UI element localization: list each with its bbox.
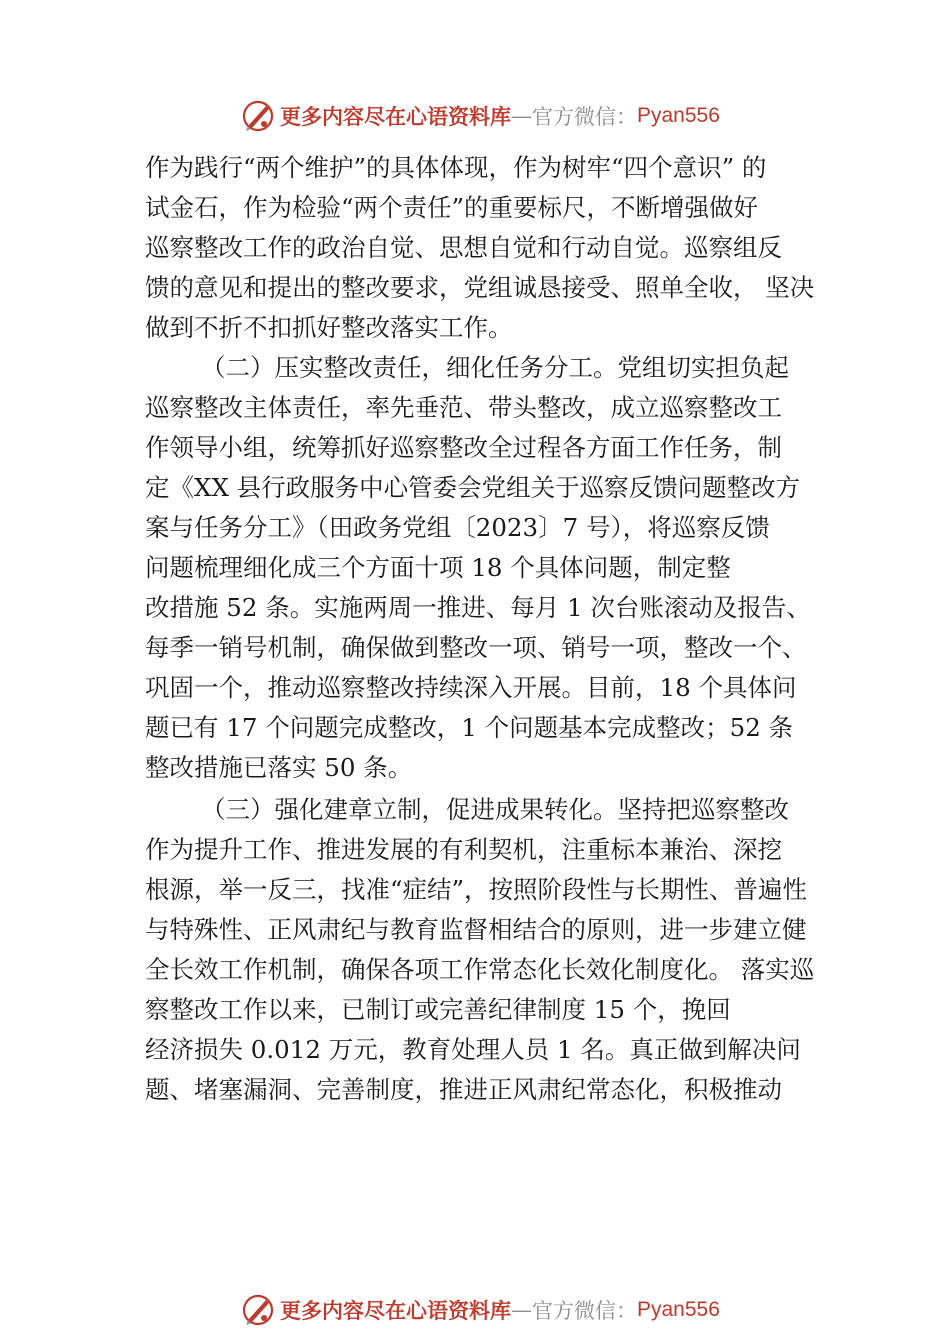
- text-line: 定《XX 县行政服务中心管委会党组关于巡察反馈问题整改方: [145, 473, 801, 502]
- paragraph-1: [145, 148, 825, 348]
- text-line: 作为践行“两个维护”的具体体现，作为树牢“四个意识” 的: [145, 153, 767, 182]
- text-line: 全长效工作机制，确保各项工作常态化长效化制度化。 落实巡: [145, 955, 815, 984]
- text-line: 题已有 17 个问题完成整改，1 个问题基本完成整改；52 条: [145, 713, 794, 742]
- text-line: （三）强化建章立制，促进成果转化。坚持把巡察整改: [201, 795, 789, 824]
- text-line: 试金石，作为检验“两个责任”的重要标尺，不断增强做好: [145, 193, 759, 222]
- pen-logo-icon: [240, 1292, 276, 1328]
- text-line: 案与任务分工》（田政务党组〔2023〕7 号），将巡察反馈: [145, 513, 770, 542]
- text-line: 巡察整改工作的政治自觉、思想自觉和行动自觉。巡察组反: [145, 233, 782, 262]
- watermark-brand: 更多内容尽在心语资料库: [280, 1298, 511, 1323]
- watermark-wechat-label: 官方微信：: [532, 1299, 637, 1323]
- text-line: 整改措施已落实 50 条。: [145, 753, 413, 782]
- text-line: 经济损失 0.012 万元，教育处理人员 1 名。真正做到解决问: [145, 1035, 801, 1064]
- watermark-wechat-label: 官方微信：: [532, 105, 637, 129]
- watermark-wechat-id: Pyan556: [637, 1298, 720, 1321]
- footer-watermark: [240, 1290, 720, 1330]
- text-line: 每季一销号机制，确保做到整改一项、销号一项，整改一个、: [145, 633, 807, 662]
- text-line: （二）压实整改责任，细化任务分工。党组切实担负起: [201, 353, 789, 382]
- watermark-dash: —: [511, 1298, 532, 1322]
- text-line: 巡察整改主体责任，率先垂范、带头整改，成立巡察整改工: [145, 393, 782, 422]
- watermark-dash: —: [511, 104, 532, 128]
- text-line: 问题梳理细化成三个方面十项 18 个具体问题，制定整: [145, 553, 731, 582]
- document-body: [145, 148, 825, 1110]
- header-watermark: [240, 96, 720, 136]
- watermark-wechat-id: Pyan556: [637, 104, 720, 127]
- paragraph-2: [145, 348, 825, 788]
- text-line: 做到不折不扣抓好整改落实工作。: [145, 313, 513, 342]
- text-line: 作领导小组，统筹抓好巡察整改全过程各方面工作任务，制: [145, 433, 782, 462]
- text-line: 根源，举一反三，找准“症结”，按照阶段性与长期性、普遍性: [145, 875, 808, 904]
- pen-logo-icon: [240, 98, 276, 134]
- text-line: 改措施 52 条。实施两周一推进、每月 1 次台账滚动及报告、: [145, 593, 811, 622]
- text-line: 馈的意见和提出的整改要求，党组诚恳接受、照单全收， 坚决: [145, 273, 815, 302]
- watermark-brand: 更多内容尽在心语资料库: [280, 104, 511, 129]
- text-line: 题、堵塞漏洞、完善制度，推进正风肃纪常态化，积极推动: [145, 1075, 782, 1104]
- paragraph-3: [145, 790, 825, 1110]
- text-line: 与特殊性、正风肃纪与教育监督相结合的原则，进一步建立健: [145, 915, 807, 944]
- text-line: 巩固一个，推动巡察整改持续深入开展。目前，18 个具体问: [145, 673, 797, 702]
- text-line: 作为提升工作、推进发展的有利契机，注重标本兼治、深挖: [145, 835, 782, 864]
- text-line: 察整改工作以来，已制订或完善纪律制度 15 个，挽回: [145, 995, 731, 1024]
